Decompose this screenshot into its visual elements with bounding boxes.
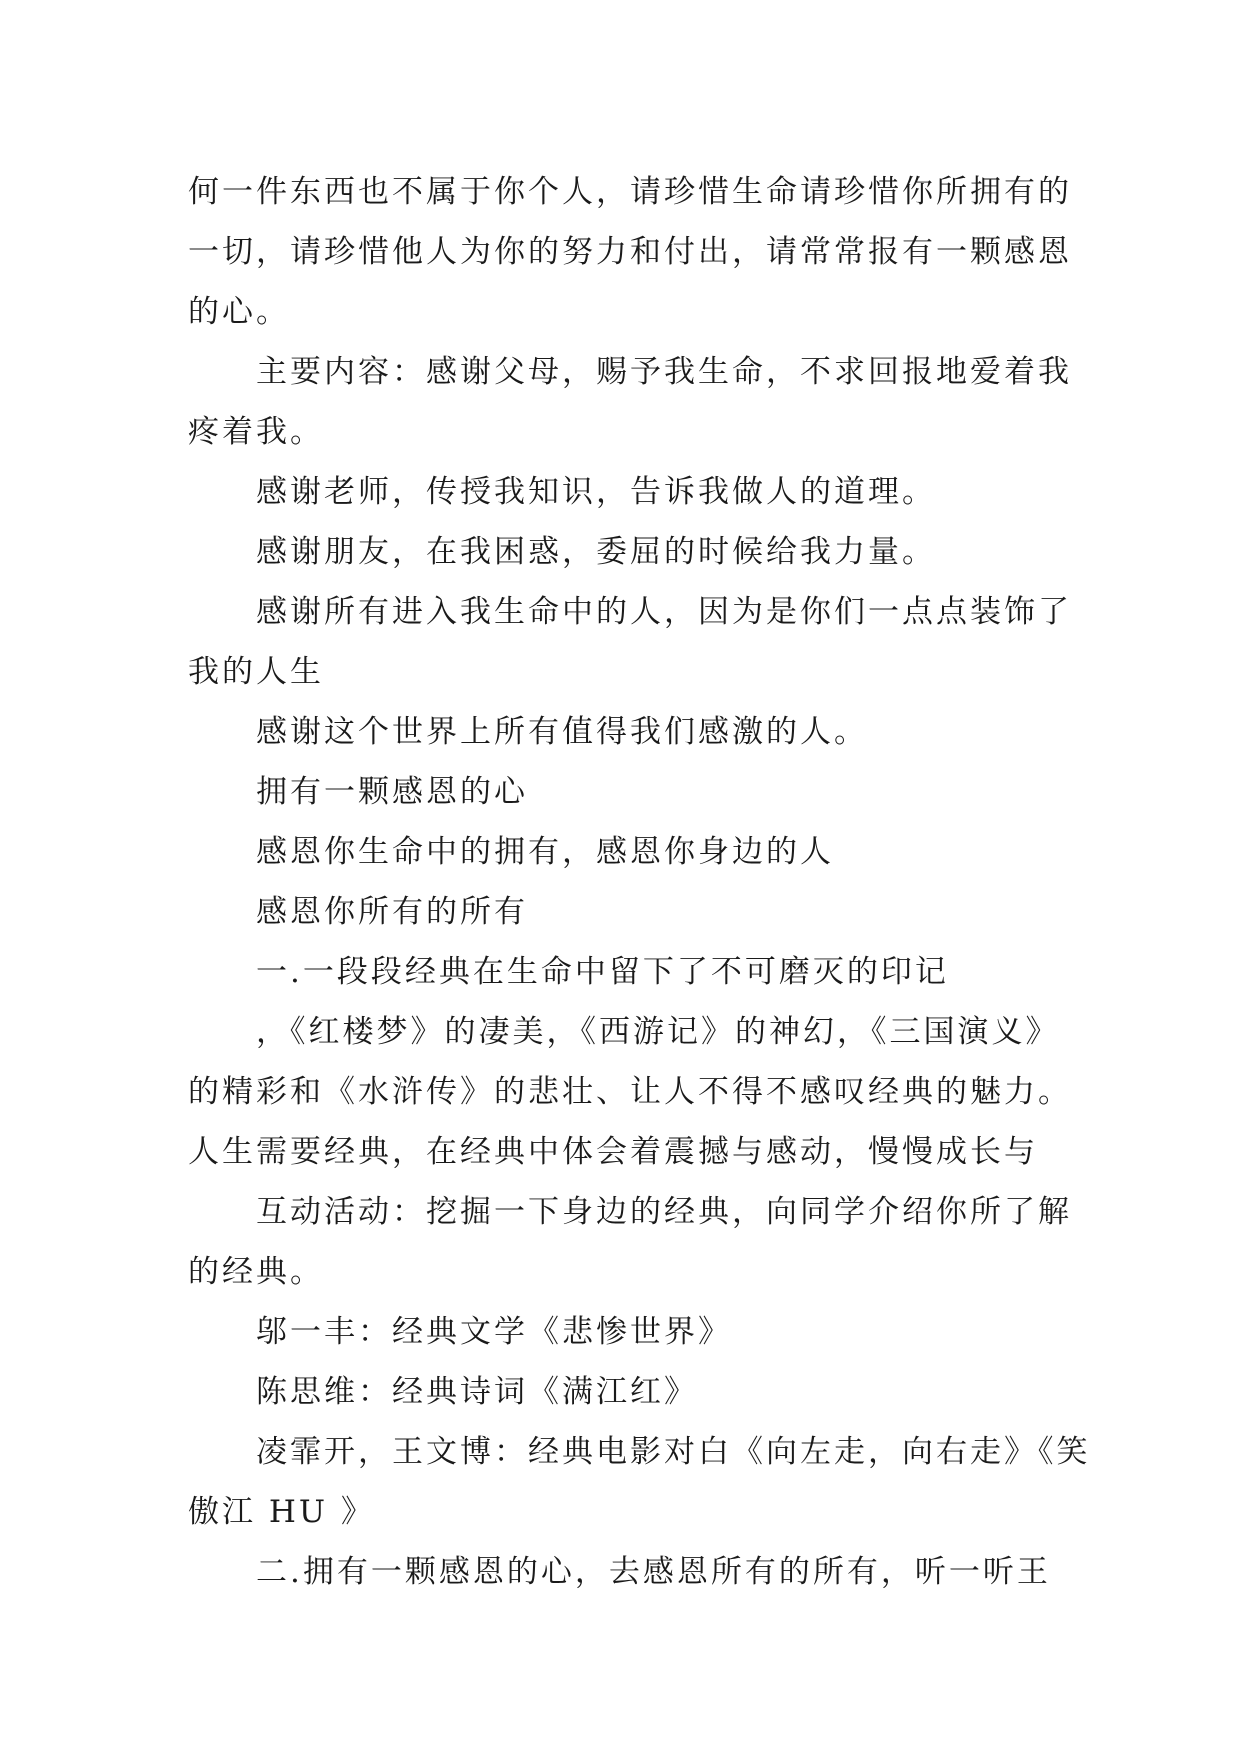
text-line: 感谢这个世界上所有值得我们感激的人。 [256, 714, 868, 750]
text-line: 邬一丰：经典文学《悲惨世界》 [256, 1314, 732, 1350]
document-body [188, 162, 1091, 1602]
text-line: 何一件东西也不属于你个人，请珍惜生命请珍惜你所拥有的 [188, 174, 1072, 210]
text-line: ，《红楼梦》的凄美，《西游记》的神幻，《三国演义》 [256, 1014, 1060, 1050]
text-line: 感谢朋友，在我困惑，委屈的时候给我力量。 [256, 534, 936, 570]
text-line: 的精彩和《水浒传》的悲壮、让人不得不感叹经典的魅力。 [188, 1074, 1072, 1110]
text-line: 感恩你生命中的拥有，感恩你身边的人 [256, 834, 834, 870]
text-line: 傲江 HU 》 [188, 1494, 375, 1530]
text-line: 一切，请珍惜他人为你的努力和付出，请常常报有一颗感恩 [188, 234, 1072, 270]
text-line: 陈思维：经典诗词《满江红》 [256, 1374, 698, 1410]
text-line: 感谢老师，传授我知识，告诉我做人的道理。 [256, 474, 936, 510]
text-line: 主要内容：感谢父母，赐予我生命，不求回报地爱着我 [256, 354, 1072, 390]
text-line: 感恩你所有的所有 [256, 894, 528, 930]
text-line: 的经典。 [188, 1254, 324, 1290]
text-line: 疼着我。 [188, 414, 324, 450]
text-line: 的心。 [188, 294, 290, 330]
text-line: 凌霏开，王文博：经典电影对白《向左走，向右走》《笑 [256, 1434, 1091, 1470]
text-line: 人生需要经典，在经典中体会着震撼与感动，慢慢成长与 [188, 1134, 1038, 1170]
text-line: 拥有一颗感恩的心 [256, 774, 528, 810]
text-line: 我的人生 [188, 654, 324, 690]
text-line: 二.拥有一颗感恩的心，去感恩所有的所有，听一听王 [256, 1554, 1051, 1590]
text-line: 互动活动：挖掘一下身边的经典，向同学介绍你所了解 [256, 1194, 1072, 1230]
text-line: 感谢所有进入我生命中的人，因为是你们一点点装饰了 [256, 594, 1072, 630]
text-line: 一.一段段经典在生命中留下了不可磨灭的印记 [256, 954, 949, 990]
